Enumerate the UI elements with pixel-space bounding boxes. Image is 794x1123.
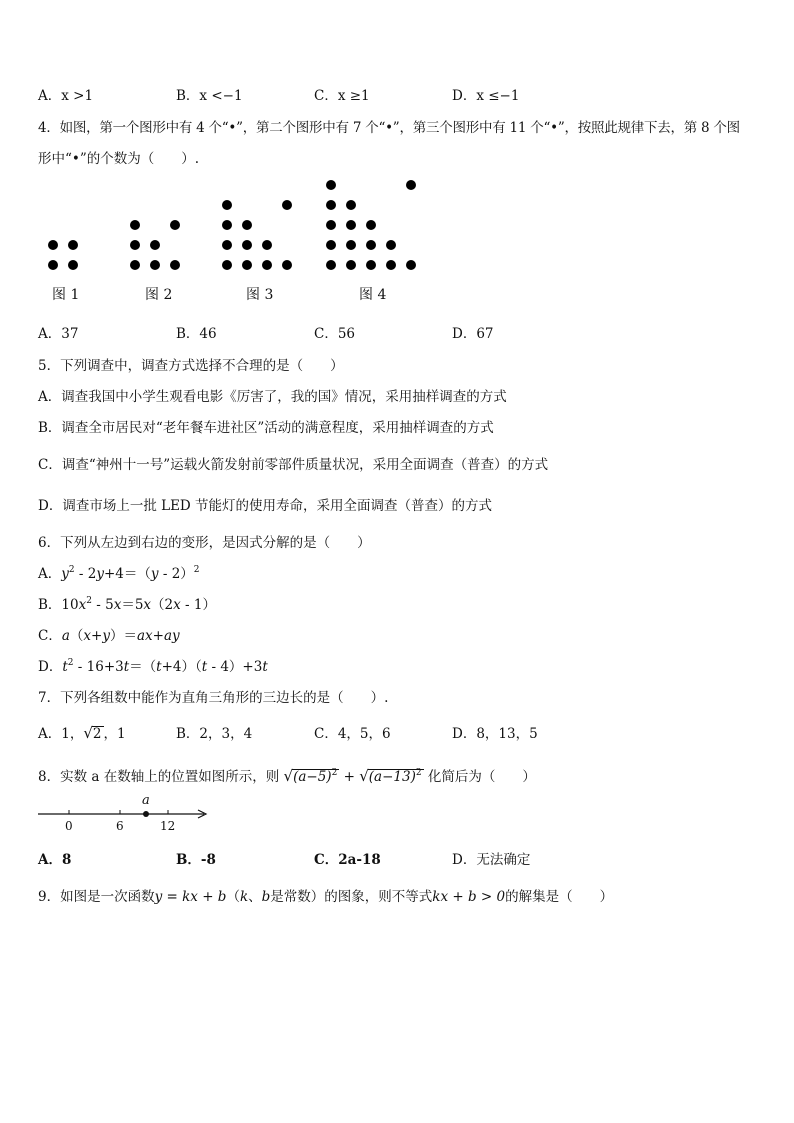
dot-fig2 (130, 240, 140, 250)
dot-fig4 (326, 220, 336, 230)
q7-option-c: C．4，5，6 (314, 726, 391, 742)
q7-option-d: D．8，13，5 (452, 726, 538, 742)
q6-stem: 6．下列从左边到右边的变形，是因式分解的是（ ） (38, 535, 371, 551)
dot-fig4 (366, 220, 376, 230)
q6-option-c: C．a（x+y）＝ax+ay (38, 628, 180, 644)
dot-fig1 (68, 260, 78, 270)
q8-option-b: B．-8 (176, 852, 216, 868)
point-a-label: a (142, 793, 150, 808)
q8-option-d: D．无法确定 (452, 852, 531, 868)
dot-fig2 (150, 260, 160, 270)
q4-option-d: D．67 (452, 326, 494, 342)
dot-fig4 (326, 200, 336, 210)
fig-caption-2: 图 2 (145, 287, 173, 303)
dot-fig3 (242, 220, 252, 230)
dot-fig2 (170, 260, 180, 270)
dot-fig1 (68, 240, 78, 250)
dot-fig4 (326, 180, 336, 190)
dot-fig4 (406, 180, 416, 190)
dot-fig4 (326, 240, 336, 250)
dot-fig1 (48, 240, 58, 250)
q5-option-c: C．调查“神州十一号”运载火箭发射前零部件质量状况，采用全面调查（普查）的方式 (38, 457, 549, 473)
q6-option-d: D．$t^2 - 16+3t=(t+4)(t - 4)+3t$ (38, 658, 268, 675)
dot-fig1 (48, 260, 58, 270)
dot-fig3 (262, 260, 272, 270)
q5-stem: 5．下列调查中，调查方式选择不合理的是（ ） (38, 358, 344, 374)
dot-fig3 (222, 240, 232, 250)
fig-caption-4: 图 4 (359, 287, 387, 303)
number-line (36, 790, 216, 836)
dot-fig4 (346, 240, 356, 250)
dot-fig2 (130, 260, 140, 270)
q4-stem-line2: 形中“•”的个数为（ ）. (38, 151, 200, 167)
q3-option-b: B．x <−1 (176, 88, 243, 104)
q8-option-c: C．2a-18 (314, 852, 381, 868)
q7-stem: 7．下列各组数中能作为直角三角形的三边长的是（ ）. (38, 690, 389, 706)
dot-fig4 (366, 240, 376, 250)
tick-label-0: 0 (65, 819, 73, 833)
dot-fig2 (130, 220, 140, 230)
dot-fig4 (346, 260, 356, 270)
q4-option-a: A．37 (38, 326, 79, 342)
dot-fig4 (326, 260, 336, 270)
q5-option-b: B．调查全市居民对“老年餐车进社区”活动的满意程度，采用抽样调查的方式 (38, 420, 494, 436)
fig-caption-1: 图 1 (52, 287, 80, 303)
q6-option-a: A．$y^2 - 2y+4=(y - 2)^2$ (38, 565, 200, 582)
tick-label-12: 12 (160, 819, 176, 833)
q4-option-b: B．46 (176, 326, 217, 342)
dot-fig4 (386, 260, 396, 270)
dot-fig4 (366, 260, 376, 270)
q5-option-a: A．调查我国中小学生观看电影《厉害了，我的国》情况，采用抽样调查的方式 (38, 389, 507, 405)
dot-fig3 (282, 200, 292, 210)
q8-stem: 8．实数 a 在数轴上的位置如图所示，则 $√(a-5)^2 + √(a-13)^2$ 化简后为（ ） (38, 767, 536, 785)
q3-option-c: C．x ≥1 (314, 88, 370, 104)
q8-option-a: A．8 (38, 852, 72, 868)
q6-option-b: B．$10x^2 - 5x=5x(2x - 1)$ (38, 596, 216, 613)
q5-option-d: D．调查市场上一批 LED 节能灯的使用寿命，采用全面调查（普查）的方式 (38, 498, 493, 514)
dot-fig3 (242, 260, 252, 270)
dot-fig3 (282, 260, 292, 270)
q4-stem-line1: 4．如图，第一个图形中有 4 个“•”，第二个图形中有 7 个“•”，第三个图形中有 11 个“•”，按照此规律下去，第 8 个图 (38, 120, 740, 136)
dot-fig4 (386, 240, 396, 250)
q9-stem: 9．如图是一次函数y = kx + b（k、b是常数）的图象，则不等式kx + b > 0的解集是（ ） (38, 889, 614, 905)
q3-option-d: D．x ≤−1 (452, 88, 520, 104)
dot-fig3 (242, 240, 252, 250)
point-a (143, 811, 149, 817)
dot-fig3 (222, 260, 232, 270)
dot-fig2 (150, 240, 160, 250)
dot-fig4 (406, 260, 416, 270)
tick-label-6: 6 (116, 819, 124, 833)
q7-option-b: B．2，3，4 (176, 726, 253, 742)
dot-fig2 (170, 220, 180, 230)
fig-caption-3: 图 3 (246, 287, 274, 303)
dot-fig3 (222, 200, 232, 210)
q4-option-c: C．56 (314, 326, 356, 342)
dot-fig3 (222, 220, 232, 230)
dot-fig4 (346, 220, 356, 230)
dot-fig4 (346, 200, 356, 210)
q3-option-a: A．x >1 (38, 88, 94, 104)
dot-fig3 (262, 240, 272, 250)
q7-option-a: A．1，√2 ，1 (38, 724, 126, 742)
